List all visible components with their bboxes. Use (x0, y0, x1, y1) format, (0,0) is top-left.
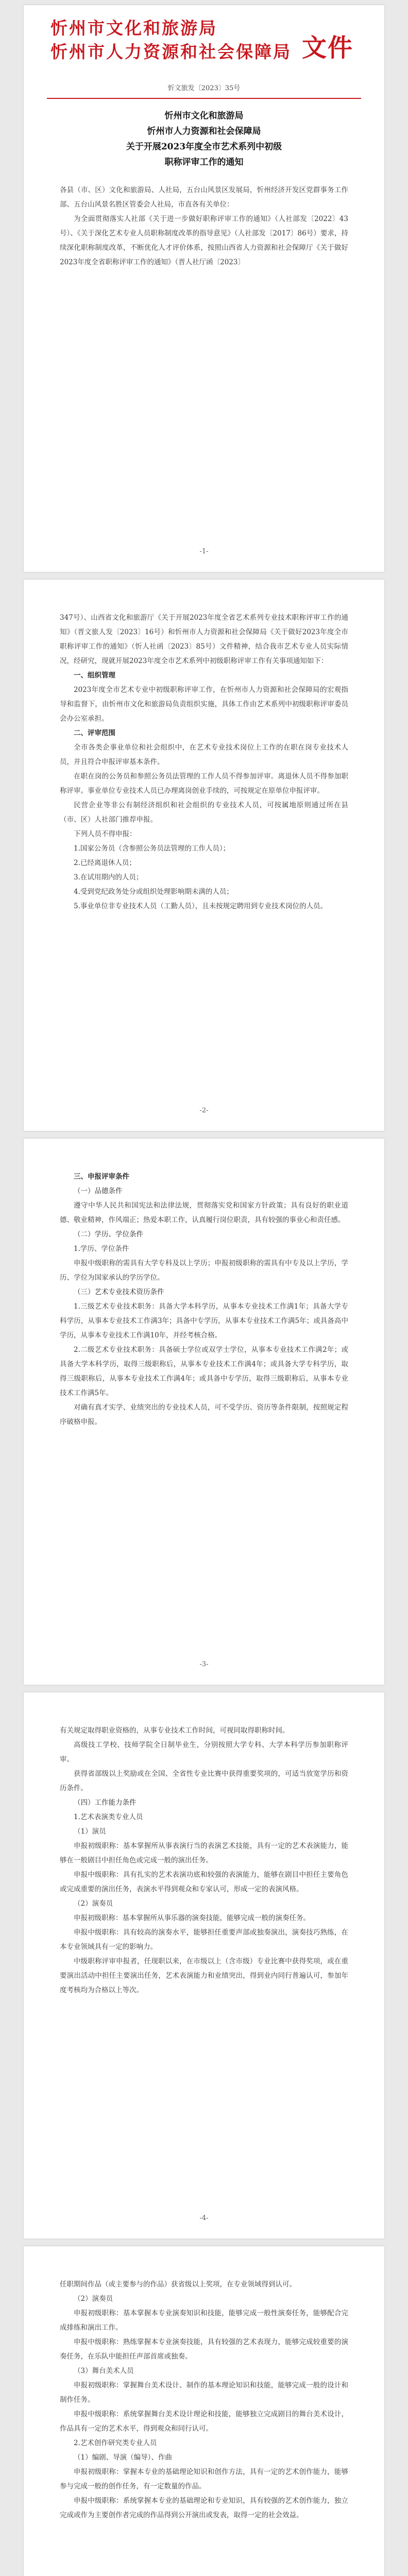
list-item: 5.事业单位非专业技术人员（工勤人员），且未按规定聘用到专业技术岗位的人员。 (74, 902, 328, 910)
page-1-body (60, 183, 348, 269)
paragraph: 高级技工学校、技师学院全日制毕业生，分别按照大学专科、大学本科学历参加职称评审。 (60, 1741, 348, 1764)
paragraph: 申报中级职称：具有较高的演奏水平，能够担任重要声部或独奏演出，演奏技巧熟练，在本专业领域具有一定的影响力。 (60, 1928, 348, 1951)
document-page-4 (24, 1692, 384, 2239)
subsection-heading: （一）品德条件 (74, 1187, 123, 1195)
title-line-2: 忻州市人力资源和社会保障局 (147, 126, 261, 137)
paragraph: 申报初级职称：掌握本专业的基础理论知识和创作方法，具有一定的艺术创作能力，能够参与完成一般的创作任务，有一定数量的作品。 (60, 2468, 348, 2490)
list-item: 1.国家公务员（含参照公务员法管理的工作人员）； (74, 844, 230, 853)
salutation: 各县（市、区）文化和旅游局、人社局，五台山风景区发展局，忻州经济开发区党群事务工作部、五台山风景名胜区管委会人社局，市直各有关单位： (60, 186, 348, 209)
title-line-4: 职称评审工作的通知 (164, 157, 244, 167)
red-divider (47, 98, 361, 99)
subsection-heading: （二）学历、学位条件 (74, 1230, 143, 1239)
paragraph: 申报初级职称：基本掌握所从事乐器的演奏技能，能够完成一般的演奏任务。 (74, 1914, 310, 1922)
page-5-body (60, 2277, 348, 2522)
page-number: -3- (199, 1660, 209, 1668)
title-line-1: 忻州市文化和旅游局 (164, 111, 244, 121)
page-number: -4- (199, 2214, 209, 2222)
document-page-5 (24, 2246, 384, 2576)
paragraph: 在职在岗的公务员和参照公务员法管理的工作人员不得参加评审。离退休人员不得参加职称评审。事业单位专业技术人员已办理离岗创业手续的，可按规定在原单位申报评审。 (60, 772, 348, 795)
subsection-heading: （三）艺术专业技术资历条件 (74, 1288, 164, 1296)
document-number: 忻文旅发〔2023〕35号 (167, 84, 241, 92)
paragraph: 申报初级职称：掌握舞台美术设计、制作的基本理论知识和技能，能够完成一般的设计和制作任务。 (60, 2381, 348, 2404)
paragraph: 任职期间作品（或主要参与的作品）获省级以上奖项，在专业领域得到认可。 (60, 2280, 296, 2289)
page-number: -2- (199, 1107, 209, 1114)
paragraph: 对确有真才实学、业绩突出的专业技术人员，可不受学历、资历等条件限制，按照规定程序破格申报。 (60, 1403, 348, 1426)
page-4-body (60, 1723, 348, 1997)
paragraph: 2.艺术创作研究类专业人员 (74, 2439, 157, 2447)
letterhead-org-1: 忻州市文化和旅游局 (50, 18, 217, 38)
paragraph: 申报初级职称：基本掌握本专业演奏知识和技能，能够完成一般性演奏任务，能够配合完成排练和演出工作。 (60, 2309, 348, 2332)
paragraph: 获得省部级以上奖励或在全国、全省性专业比赛中获得重要奖项的，可适当放宽学历和资历条件。 (60, 1770, 348, 1792)
page-number: -1- (199, 548, 209, 555)
section-heading: 二、评审范围 (74, 729, 115, 737)
paragraph: 申报中级职称：具有扎实的艺术表演功底和较强的表演能力，能够在剧目中担任主要角色或完成重要的演出任务，表演水平得到观众和专家认可，形成一定的表演风格。 (60, 1871, 348, 1893)
document-page-2 (24, 580, 384, 1131)
red-letterhead (50, 16, 364, 64)
paragraph: 申报中级职称：系统掌握本专业的基础理论和专业知识，具有较强的艺术创作能力，独立完成或作为主要创作者完成的作品得到公开演出或发表，取得一定的社会效益。 (60, 2497, 348, 2519)
paragraph: 下列人员不得申报： (74, 830, 137, 838)
paragraph: （1）演员 (74, 1827, 106, 1836)
paragraph: 有关规定取得职业资格的，从事专业技术工作时间，可视同取得职称时间。 (60, 1726, 290, 1735)
list-item: 4.受到党纪政务处分或组织处理影响期未满的人员； (74, 888, 233, 896)
page-3-body (60, 1170, 348, 1429)
paragraph: 中级职称评审申报者，任现职以来，在市级以上（含市级）专业比赛中获得奖项，或在重要演出活动中担任主要演出任务，艺术表演能力和业绩突出，得到业内同行普遍认可，参加年度考核均为合格以上等次。 (60, 1957, 348, 1994)
paragraph: 2.二级艺术专业技术职务：具备硕士学位或双学士学位，从事本专业技术工作满2年；或具备大学本科学历，取得三级职称后，从事本专业技术工作满4年；或具备大学专科学历，取得三级职称后，从事本专业技术工作满4年；或具备中专学历，取得三级职称后，从事本专业技术工作满5年。 (60, 1346, 348, 1397)
letterhead-doc-mark: 文件 (301, 33, 353, 62)
list-item: 3.在试用期内的人员； (74, 873, 143, 882)
paragraph: 遵守中华人民共和国宪法和法律法规，贯彻落实党和国家方针政策；具有良好的职业道德、敬业精神，作风端正；热爱本职工作，认真履行岗位职责，具有较强的事业心和责任感。 (60, 1201, 348, 1224)
paragraph: （2）演奏员 (74, 2295, 113, 2303)
letterhead-org-2: 忻州市人力资源和社会保障局 (50, 42, 292, 62)
paragraph: （2）演奏员 (74, 1900, 113, 1908)
title-line-3: 关于开展2023年度全市艺术系列中初级 (126, 142, 282, 152)
page-2-body (60, 611, 348, 913)
paragraph: 为全面贯彻落实人社部《关于进一步做好职称评审工作的通知》（人社部发〔2022〕43号）、《关于深化艺术专业人员职称制度改革的指导意见》（人社部发〔2017〕86号）要求，持续深化职称制度改革，不断优化人才评价体系，按照山西省人力资源和社会保障厅《关于做好2023年度全省职称评审工作的通知》（晋人社厅函〔2023〕 (60, 215, 348, 266)
document-page-1 (24, 5, 384, 572)
list-item: 2.已经离退休人员； (74, 859, 136, 867)
paragraph: 1.学历、学位条件 (74, 1245, 129, 1253)
paragraph: 2023年度全市艺术专业中初级职称评审工作，在忻州市人力资源和社会保障局的宏观指导和监督下，由忻州市文化和旅游局负责组织实施，具体工作由艺术系列中初级职称评审委员会办公室承担。 (60, 686, 348, 723)
paragraph: （3）舞台美术人员 (74, 2367, 134, 2375)
paragraph: 全市各类企事业单位和社会组织中，在艺术专业技术岗位上工作的在职在岗专业技术人员，并且符合申报评审基本条件。 (60, 743, 348, 766)
paragraph: （1）编剧、导演（编导）、作曲 (74, 2453, 172, 2462)
section-heading: 三、申报评审条件 (74, 1173, 129, 1181)
document-title (44, 108, 364, 170)
section-heading: 一、组织管理 (74, 671, 115, 680)
document-page-3 (24, 1139, 384, 1685)
paragraph: 申报中级职称：熟练掌握本专业演奏技能，具有较强的艺术表现力，能够完成较重要的演奏任务，在乐队中能担任声部首席或独奏。 (60, 2338, 348, 2361)
paragraph: 347号）、山西省文化和旅游厅《关于开展2023年度全省艺术系列专业技术职称评审工作的通知》（晋文旅人发〔2023〕16号）和忻州市人力资源和社会保障局《关于做好2023年度全市职称评审工作的通知》（忻人社函〔2023〕85号）文件精神，结合我市艺术专业人员实际情况，经研究，现就开展2023年度全市艺术系列中初级职称评审工作有关事项通知如下： (60, 614, 348, 665)
paragraph: 1.艺术表演类专业人员 (74, 1813, 143, 1821)
paragraph: 申报中级职称的需具有大学专科及以上学历；申报初级职称的需具有中专及以上学历，学历、学位为国家承认的学历学位。 (60, 1259, 348, 1282)
subsection-heading: （四）工作能力条件 (74, 1799, 137, 1807)
paragraph: 申报中级职称：系统掌握舞台美术设计理论和技能，能够独立完成剧目的舞台美术设计，作品具有一定的艺术水平，得到观众和同行认可。 (60, 2410, 348, 2433)
paragraph: 申报初级职称：基本掌握所从事表演行当的表演艺术技能，具有一定的艺术表演能力，能够在一般剧目中担任角色或完成一般的演出任务。 (60, 1842, 348, 1865)
paragraph: 民营企业等非公有制经济组织和社会组织的专业技术人员，可按属地原则通过所在县（市、区）人社部门推荐申报。 (60, 801, 348, 824)
paragraph: 1.三级艺术专业技术职务：具备大学本科学历，从事本专业技术工作满1年；具备大学专科学历，从事本专业技术工作满3年；具备中专学历，从事本专业技术工作满5年；或具备高中学历，从事本专业技术工作满10年，并经考核合格。 (60, 1302, 348, 1340)
